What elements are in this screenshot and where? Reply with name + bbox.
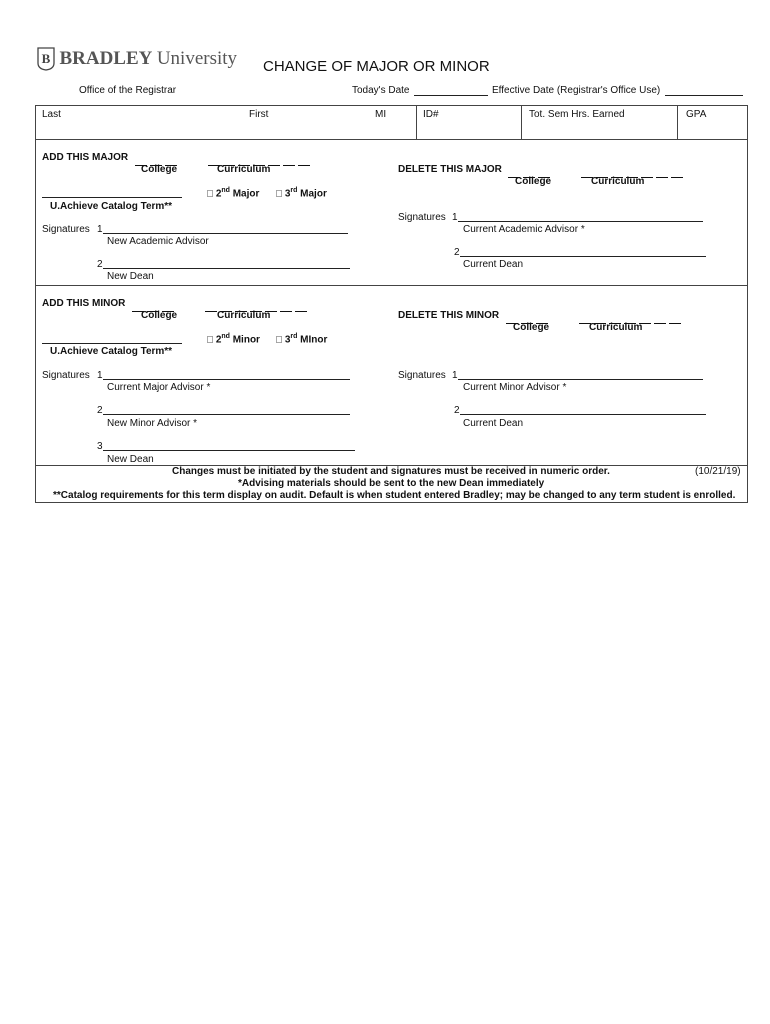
major-catalog-term-field[interactable] xyxy=(42,197,182,198)
second-major-sup: nd xyxy=(221,187,230,194)
current-major-advisor-signature[interactable] xyxy=(103,379,350,380)
new-minor-advisor-signature[interactable] xyxy=(103,414,350,415)
sem-hours-field[interactable]: Tot. Sem Hrs. Earned xyxy=(529,109,625,120)
todays-date-label: Today's Date xyxy=(352,85,410,96)
footer-note-order: Changes must be initiated by the student and signatures must be received in numeric order. xyxy=(172,466,610,477)
del-major-signatures-label: Signatures xyxy=(398,212,446,223)
delete-minor-college-label: College xyxy=(513,322,550,333)
third-major-sup: rd xyxy=(290,187,298,194)
major-signatures-label: Signatures xyxy=(42,224,90,235)
minor-sig1-role: Current Major Advisor * xyxy=(107,382,211,393)
minor-current-dean-signature[interactable] xyxy=(460,414,706,415)
current-dean-signature[interactable] xyxy=(460,256,706,257)
del-minor-sig2-num: 2 xyxy=(454,405,460,416)
delete-major-college-label: College xyxy=(515,176,552,187)
del-minor-signatures-label: Signatures xyxy=(398,370,446,381)
university-logo xyxy=(37,47,237,71)
col-divider xyxy=(416,105,417,139)
third-major-suffix: Major xyxy=(297,188,327,200)
second-major-suffix: Major xyxy=(229,188,260,200)
del-minor-sig1-role: Current Minor Advisor * xyxy=(463,382,567,393)
effective-date-field[interactable] xyxy=(665,95,743,96)
footer-note-catalog: **Catalog requirements for this term display on audit. Default is when student entered Bradley; may be changed to any term student is enrolled. xyxy=(53,490,736,501)
del-major-sig2-num: 2 xyxy=(454,247,460,258)
revision-date: (10/21/19) xyxy=(695,466,741,477)
add-major-curriculum-label: Curriculum xyxy=(217,164,271,175)
footer-note-advising: *Advising materials should be sent to the new Dean immediately xyxy=(238,478,545,489)
row-divider xyxy=(35,139,747,140)
major-catalog-term-label: U.Achieve Catalog Term** xyxy=(50,201,173,212)
todays-date-field[interactable] xyxy=(414,95,488,96)
third-minor-sup: rd xyxy=(290,333,298,340)
student-id-field[interactable]: ID# xyxy=(423,109,439,120)
gpa-field[interactable]: GPA xyxy=(686,109,707,120)
third-minor-checkbox[interactable] xyxy=(276,333,327,345)
add-major-label: ADD THIS MAJOR xyxy=(42,152,129,163)
office-label: Office of the Registrar xyxy=(79,85,177,96)
del-minor-sig2-role: Current Dean xyxy=(463,418,524,429)
middle-initial-field[interactable]: MI xyxy=(375,109,387,120)
major-sig1-role: New Academic Advisor xyxy=(107,236,209,247)
second-major-text: □ 2 xyxy=(207,188,222,200)
minor-sig3-num: 3 xyxy=(97,441,103,452)
add-minor-label: ADD THIS MINOR xyxy=(42,298,126,309)
add-major-college-label: College xyxy=(141,164,178,175)
delete-major-curriculum-label: Curriculum xyxy=(591,176,645,187)
add-minor-college-label: College xyxy=(141,310,178,321)
col-divider xyxy=(677,105,678,139)
second-major-checkbox[interactable] xyxy=(207,187,259,199)
minor-catalog-term-field[interactable] xyxy=(42,343,182,344)
del-major-sig2-role: Current Dean xyxy=(463,259,524,270)
major-sig2-num: 2 xyxy=(97,259,103,270)
effective-date-label: Effective Date (Registrar's Office Use) xyxy=(492,85,661,96)
new-academic-advisor-signature[interactable] xyxy=(103,233,348,234)
minor-sig1-num: 1 xyxy=(97,370,103,381)
new-dean-signature[interactable] xyxy=(103,268,350,269)
bradley-shield-icon xyxy=(37,47,55,71)
major-sig2-role: New Dean xyxy=(107,271,154,282)
minor-sig2-num: 2 xyxy=(97,405,103,416)
minor-sig2-role: New Minor Advisor * xyxy=(107,418,198,429)
delete-major-label: DELETE THIS MAJOR xyxy=(398,164,502,175)
logo-word-bold: BRADLEY xyxy=(59,48,153,69)
del-major-sig1-role: Current Academic Advisor * xyxy=(463,224,585,235)
third-minor-text: □ 3 xyxy=(276,334,291,346)
add-minor-curriculum-label: Curriculum xyxy=(217,310,271,321)
delete-minor-label: DELETE THIS MINOR xyxy=(398,310,500,321)
del-major-sig1-num: 1 xyxy=(452,212,458,223)
col-divider xyxy=(521,105,522,139)
current-minor-advisor-signature[interactable] xyxy=(458,379,703,380)
section-divider xyxy=(35,285,747,286)
logo-word-regular: University xyxy=(156,48,238,69)
delete-minor-curriculum-label: Curriculum xyxy=(589,322,643,333)
second-minor-suffix: Minor xyxy=(229,334,260,346)
third-major-checkbox[interactable] xyxy=(276,187,327,199)
third-minor-suffix: MInor xyxy=(297,334,328,346)
minor-sig3-role: New Dean xyxy=(107,454,154,465)
minor-signatures-label: Signatures xyxy=(42,370,90,381)
form-title: CHANGE OF MAJOR OR MINOR xyxy=(263,58,490,75)
second-minor-text: □ 2 xyxy=(207,334,222,346)
minor-new-dean-signature[interactable] xyxy=(103,450,355,451)
current-academic-advisor-signature[interactable] xyxy=(458,221,703,222)
third-major-text: □ 3 xyxy=(276,188,291,200)
first-name-field[interactable]: First xyxy=(249,109,269,120)
second-minor-sup: nd xyxy=(221,333,230,340)
major-sig1-num: 1 xyxy=(97,224,103,235)
last-name-field[interactable]: Last xyxy=(42,109,61,120)
del-minor-sig1-num: 1 xyxy=(452,370,458,381)
svg-text:B: B xyxy=(41,51,51,66)
minor-catalog-term-label: U.Achieve Catalog Term** xyxy=(50,346,173,357)
second-minor-checkbox[interactable] xyxy=(207,333,260,345)
